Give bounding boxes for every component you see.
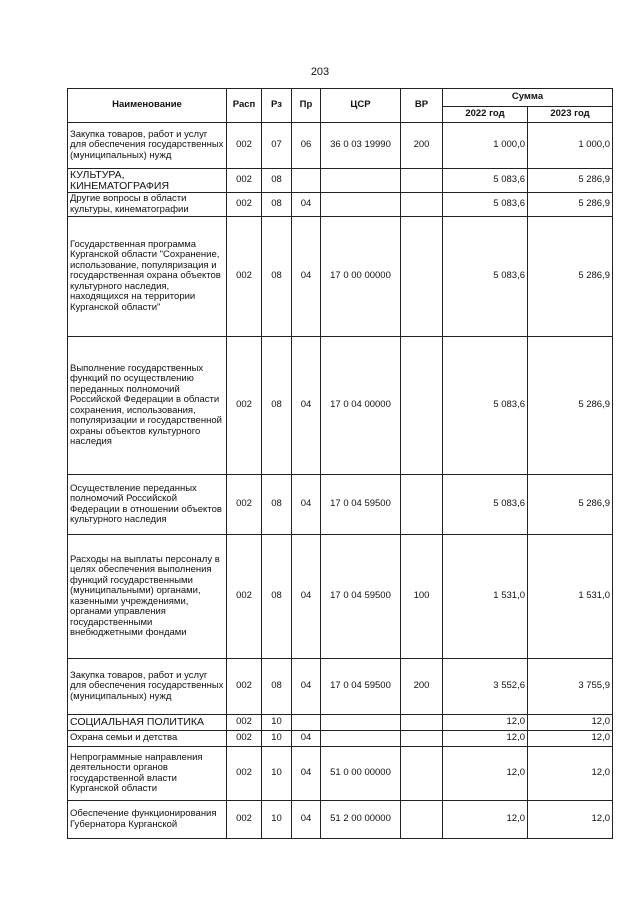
cell-name: Закупка товаров, работ и услуг для обеспечения государственных (муниципальных) нужд: [68, 123, 227, 169]
cell-name: Выполнение государственных функций по осуществлению переданных полномочий Российской Федерации в области сохранения, использования, популяризации и государственной охраны объектов культурного наследия: [68, 337, 227, 475]
cell-y2022: 12,0: [443, 715, 528, 731]
cell-name: Охрана семьи и детства: [68, 731, 227, 747]
cell-rz: 10: [262, 801, 292, 839]
cell-rz: 10: [262, 747, 292, 801]
cell-pr: 04: [292, 475, 321, 535]
cell-pr: 04: [292, 659, 321, 715]
cell-y2023: 5 286,9: [528, 217, 613, 337]
cell-y2023: 12,0: [528, 747, 613, 801]
cell-pr: 04: [292, 193, 321, 217]
cell-name: Обеспечение функционирования Губернатора Курганской: [68, 801, 227, 839]
cell-y2022: 5 083,6: [443, 193, 528, 217]
cell-rz: 08: [262, 337, 292, 475]
header-csr: ЦСР: [321, 89, 401, 123]
cell-y2023: 12,0: [528, 731, 613, 747]
cell-vr: [401, 715, 443, 731]
budget-table: [67, 88, 613, 839]
header-rz: Рз: [262, 89, 292, 123]
cell-vr: [401, 193, 443, 217]
table-row: [68, 169, 613, 193]
cell-y2023: 12,0: [528, 715, 613, 731]
table-row: [68, 217, 613, 337]
cell-pr: 06: [292, 123, 321, 169]
cell-y2023: 5 286,9: [528, 169, 613, 193]
cell-csr: 17 0 04 59500: [321, 535, 401, 659]
cell-y2022: 1 000,0: [443, 123, 528, 169]
cell-pr: 04: [292, 801, 321, 839]
cell-rz: 08: [262, 169, 292, 193]
cell-rasp: 002: [227, 535, 262, 659]
table-body: [68, 123, 613, 839]
cell-y2022: 12,0: [443, 801, 528, 839]
header-pr: Пр: [292, 89, 321, 123]
cell-rasp: 002: [227, 731, 262, 747]
table-row: [68, 475, 613, 535]
table-row: [68, 715, 613, 731]
cell-vr: [401, 801, 443, 839]
cell-vr: [401, 747, 443, 801]
cell-rasp: 002: [227, 659, 262, 715]
table-row: [68, 659, 613, 715]
cell-y2023: 5 286,9: [528, 475, 613, 535]
cell-rasp: 002: [227, 123, 262, 169]
cell-name: Расходы на выплаты персоналу в целях обеспечения выполнения функций государственными (муниципальными) органами, казенными учреждениями, органами управления государственными внебюджетными фондами: [68, 535, 227, 659]
cell-y2022: 12,0: [443, 731, 528, 747]
cell-csr: [321, 169, 401, 193]
cell-y2022: 3 552,6: [443, 659, 528, 715]
cell-rasp: 002: [227, 169, 262, 193]
table-row: [68, 731, 613, 747]
cell-csr: 17 0 04 00000: [321, 337, 401, 475]
cell-y2023: 5 286,9: [528, 337, 613, 475]
table-row: [68, 801, 613, 839]
cell-rasp: 002: [227, 193, 262, 217]
cell-pr: 04: [292, 535, 321, 659]
cell-name: Другие вопросы в области культуры, кинематографии: [68, 193, 227, 217]
cell-pr: [292, 715, 321, 731]
cell-y2023: 1 531,0: [528, 535, 613, 659]
table-row: [68, 123, 613, 169]
cell-y2023: 12,0: [528, 801, 613, 839]
cell-pr: 04: [292, 217, 321, 337]
cell-pr: 04: [292, 731, 321, 747]
cell-csr: 51 0 00 00000: [321, 747, 401, 801]
cell-vr: [401, 731, 443, 747]
header-name: Наименование: [68, 89, 227, 123]
table-row: [68, 747, 613, 801]
cell-csr: 17 0 04 59500: [321, 659, 401, 715]
cell-rz: 10: [262, 731, 292, 747]
cell-rasp: 002: [227, 801, 262, 839]
cell-y2023: 3 755,9: [528, 659, 613, 715]
cell-name: Закупка товаров, работ и услуг для обеспечения государственных (муниципальных) нужд: [68, 659, 227, 715]
cell-rasp: 002: [227, 747, 262, 801]
cell-name: Государственная программа Курганской области "Сохранение, использование, популяризация и государственная охрана объектов культурного наследия, находящихся на территории Курганской области": [68, 217, 227, 337]
cell-rasp: 002: [227, 715, 262, 731]
cell-name: СОЦИАЛЬНАЯ ПОЛИТИКА: [68, 715, 227, 731]
cell-vr: [401, 169, 443, 193]
table-row: [68, 193, 613, 217]
cell-vr: 200: [401, 123, 443, 169]
cell-rasp: 002: [227, 475, 262, 535]
cell-name: Непрограммные направления деятельности органов государственной власти Курганской области: [68, 747, 227, 801]
cell-rz: 08: [262, 475, 292, 535]
cell-rz: 08: [262, 217, 292, 337]
cell-csr: [321, 715, 401, 731]
cell-rasp: 002: [227, 217, 262, 337]
cell-y2023: 1 000,0: [528, 123, 613, 169]
cell-csr: 17 0 00 00000: [321, 217, 401, 337]
cell-vr: [401, 217, 443, 337]
cell-y2022: 5 083,6: [443, 475, 528, 535]
cell-rasp: 002: [227, 337, 262, 475]
table-row: [68, 337, 613, 475]
cell-y2022: 5 083,6: [443, 217, 528, 337]
header-2022: 2022 год: [443, 107, 528, 123]
cell-csr: [321, 193, 401, 217]
cell-pr: 04: [292, 337, 321, 475]
cell-y2022: 5 083,6: [443, 169, 528, 193]
cell-y2022: 5 083,6: [443, 337, 528, 475]
header-sum: Сумма: [443, 89, 613, 107]
cell-csr: 36 0 03 19990: [321, 123, 401, 169]
cell-vr: [401, 475, 443, 535]
cell-rz: 08: [262, 535, 292, 659]
cell-csr: [321, 731, 401, 747]
cell-y2023: 5 286,9: [528, 193, 613, 217]
cell-rz: 08: [262, 659, 292, 715]
cell-rz: 07: [262, 123, 292, 169]
cell-y2022: 12,0: [443, 747, 528, 801]
cell-pr: 04: [292, 747, 321, 801]
cell-pr: [292, 169, 321, 193]
cell-vr: 100: [401, 535, 443, 659]
header-2023: 2023 год: [528, 107, 613, 123]
cell-name: КУЛЬТУРА, КИНЕМАТОГРАФИЯ: [68, 169, 227, 193]
cell-csr: 17 0 04 59500: [321, 475, 401, 535]
page-number: 203: [310, 66, 330, 78]
header-vr: ВР: [401, 89, 443, 123]
cell-csr: 51 2 00 00000: [321, 801, 401, 839]
cell-rz: 10: [262, 715, 292, 731]
cell-vr: [401, 337, 443, 475]
table-row: [68, 535, 613, 659]
cell-rz: 08: [262, 193, 292, 217]
header-rasp: Расп: [227, 89, 262, 123]
cell-vr: 200: [401, 659, 443, 715]
cell-y2022: 1 531,0: [443, 535, 528, 659]
cell-name: Осуществление переданных полномочий Российской Федерации в отношении объектов культурного наследия: [68, 475, 227, 535]
